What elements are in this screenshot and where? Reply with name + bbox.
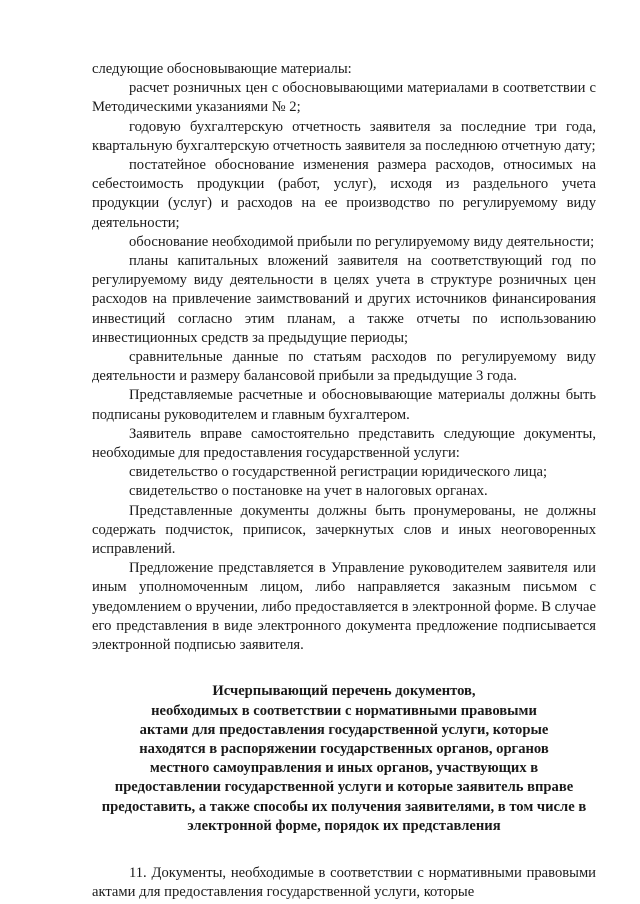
paragraph-cost-justification: постатейное обоснование изменения размера расходов, относимых на себестоимость продукции (работ, услуг), исходя из раздельного учета продукции (услуг) и расходов на ее производство по регулируемому виду деятельности; [92, 157, 596, 231]
heading-line: предоставить, а также способы их получения заявителями, в том числе в [101, 798, 587, 815]
heading-line: находятся в распоряжении государственных органов, органов [139, 740, 549, 757]
section-heading [92, 682, 596, 836]
paragraph-intro: следующие обосновывающие материалы: [92, 61, 352, 77]
paragraph-comparative-data: сравнительные данные по статьям расходов по регулируемому виду деятельности и размеру балансовой прибыли за предыдущие 3 года. [92, 349, 596, 385]
paragraph-registration-cert: свидетельство о государственной регистрации юридического лица; [129, 464, 548, 481]
paragraph-submission: Предложение представляется в Управление руководителем заявителя или иным уполномоченным лицом, либо направляется заказным письмом с уведомлением о вручении, либо предоставляется в электронной форме. В случае его представления в виде электронного документа предложение подписывается электронной подписью заявителя. [92, 560, 596, 654]
paragraph-item-11: 11. Документы, необходимые в соответствии с нормативными правовыми актами для предоставления государственной услуги, которые [92, 864, 596, 901]
paragraph-capital-plans: планы капитальных вложений заявителя на соответствующий год по регулируемому виду деятельности в целях учета в структуре розничных цен расходов на привлечение заимствований и других источников финансирования инвестиций согласно этим планам, а также отчеты по использованию инвестиционных средств за предыдущие периоды; [92, 253, 596, 346]
paragraph-annual-reporting: годовую бухгалтерскую отчетность заявителя за последние три года, квартальную бухгалтерскую отчетность заявителя за последнюю отчетную дату; [92, 118, 596, 154]
heading-line: актами для предоставления государственной услуги, которые [139, 721, 549, 738]
paragraph-profit-justification: обоснование необходимой прибыли по регулируемому виду деятельности; [129, 233, 595, 250]
paragraph-optional-docs: Заявитель вправе самостоятельно представить следующие документы, необходимые для предоставления государственной услуги: [92, 425, 596, 462]
heading-line: необходимых в соответствии с нормативными правовыми [151, 702, 537, 719]
heading-line: электронной форме, порядок их представления [187, 817, 501, 834]
heading-line: предоставлении государственной услуги и которые заявитель вправе [114, 779, 574, 796]
heading-line: Исчерпывающий перечень документов, [212, 683, 476, 700]
paragraph-tax-cert: свидетельство о постановке на учет в налоговых органах. [129, 483, 488, 500]
heading-line: местного самоуправления и иных органов, участвующих в [149, 760, 539, 777]
paragraph-retail-price-calc: расчет розничных цен с обосновывающими материалами в соответствии с Методическими указаниями № 2; [92, 80, 596, 116]
paragraph-document-requirements: Представленные документы должны быть пронумерованы, не должны содержать подчисток, приписок, зачеркнутых слов и иных неоговоренных исправлений. [92, 502, 596, 558]
document-page [92, 60, 596, 902]
paragraph-signatures: Представляемые расчетные и обосновывающие материалы должны быть подписаны руководителем и главным бухгалтером. [92, 387, 596, 423]
